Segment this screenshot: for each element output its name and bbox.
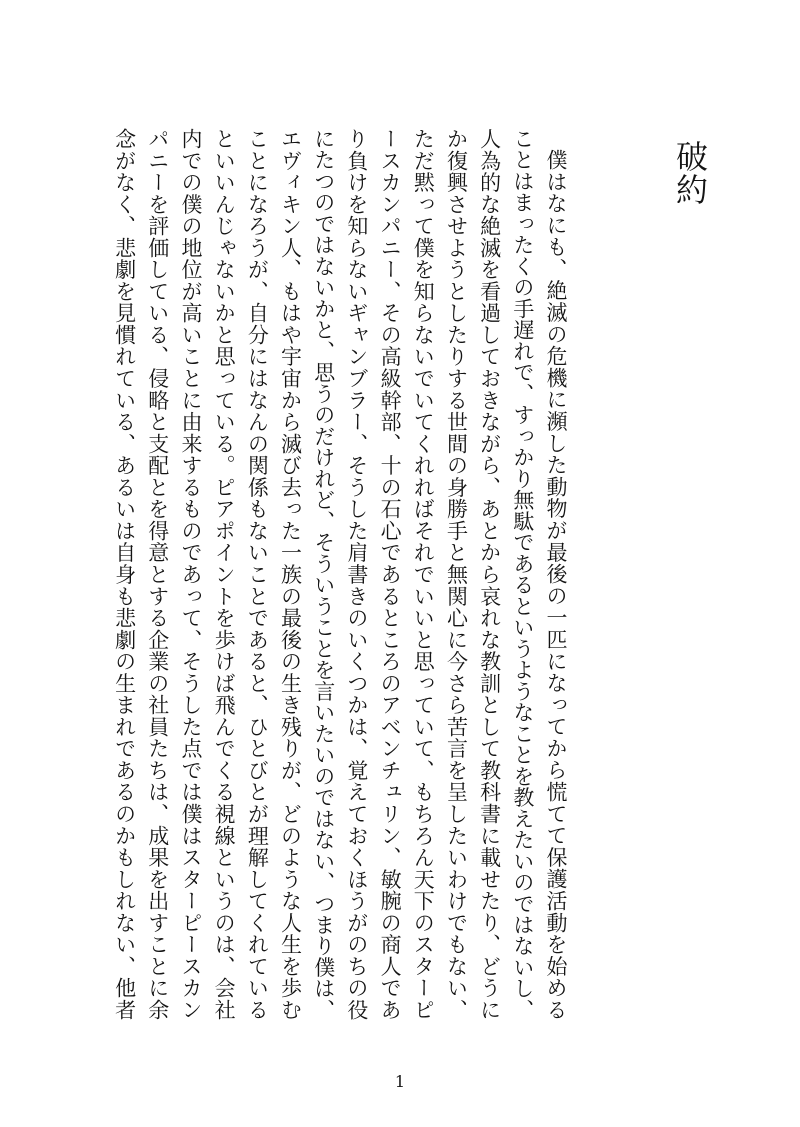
chapter-title: 破約 [671, 140, 709, 206]
text-column: ことになろうが、自分にはなんの関係もないことであると、ひとびとが理解してくれている [245, 128, 270, 1020]
text-column: 僕はなにも、絶滅の危機に瀕した動物が最後の一匹になってから慌てて保護活動を始める [544, 149, 568, 1020]
text-column: エヴィキン人、もはや宇宙から滅び去った一族の最後の生き残りが、どのような人生を歩む [278, 128, 303, 1020]
text-column: にたつのではないかと、思うのだけれど、そういうことを言いたいのではない、つまり僕は、 [311, 128, 336, 1020]
text-column: 人為的な絶滅を看過しておきながら、あとから哀れな教訓として教科書に載せたり、どうに [477, 128, 502, 1020]
text-column: ただ黙って僕を知らないでいてくれればそれでいいと思っていて、もちろん天下のスターピ [411, 128, 436, 1020]
text-column: といいんじゃないかと思っている。ピアポイントを歩けば飛んでくる視線というのは、会社 [212, 128, 237, 1020]
text-column: り負けを知らないギャンブラー、そうした肩書きのいくつかは、覚えておくほうがのちの役 [344, 128, 369, 1020]
text-column: パニーを評価している、侵略と支配とを得意とする企業の社員たちは、成果を出すことに余 [145, 128, 170, 1020]
text-column: ことはまったくの手遅れで、すっかり無駄であるというようなことを教えたいのではないし、 [510, 128, 535, 1020]
body-text [107, 128, 572, 1022]
text-column: 念がなく、悲劇を見慣れている、あるいは自身も悲劇の生まれであるのかもしれない、他者 [112, 128, 137, 1020]
text-column: 内での僕の地位が高いことに由来するものであって、そうした点では僕はスターピースカン [178, 128, 203, 1020]
text-column: か復興させようとしたりする世間の身勝手と無関心に今さら苦言を呈したいわけでもない、 [444, 128, 469, 1020]
page-number: 1 [394, 1072, 406, 1091]
text-column: ースカンパニー、その高級幹部、十の石心であるところのアベンチュリン、敏腕の商人であ [378, 128, 403, 1020]
